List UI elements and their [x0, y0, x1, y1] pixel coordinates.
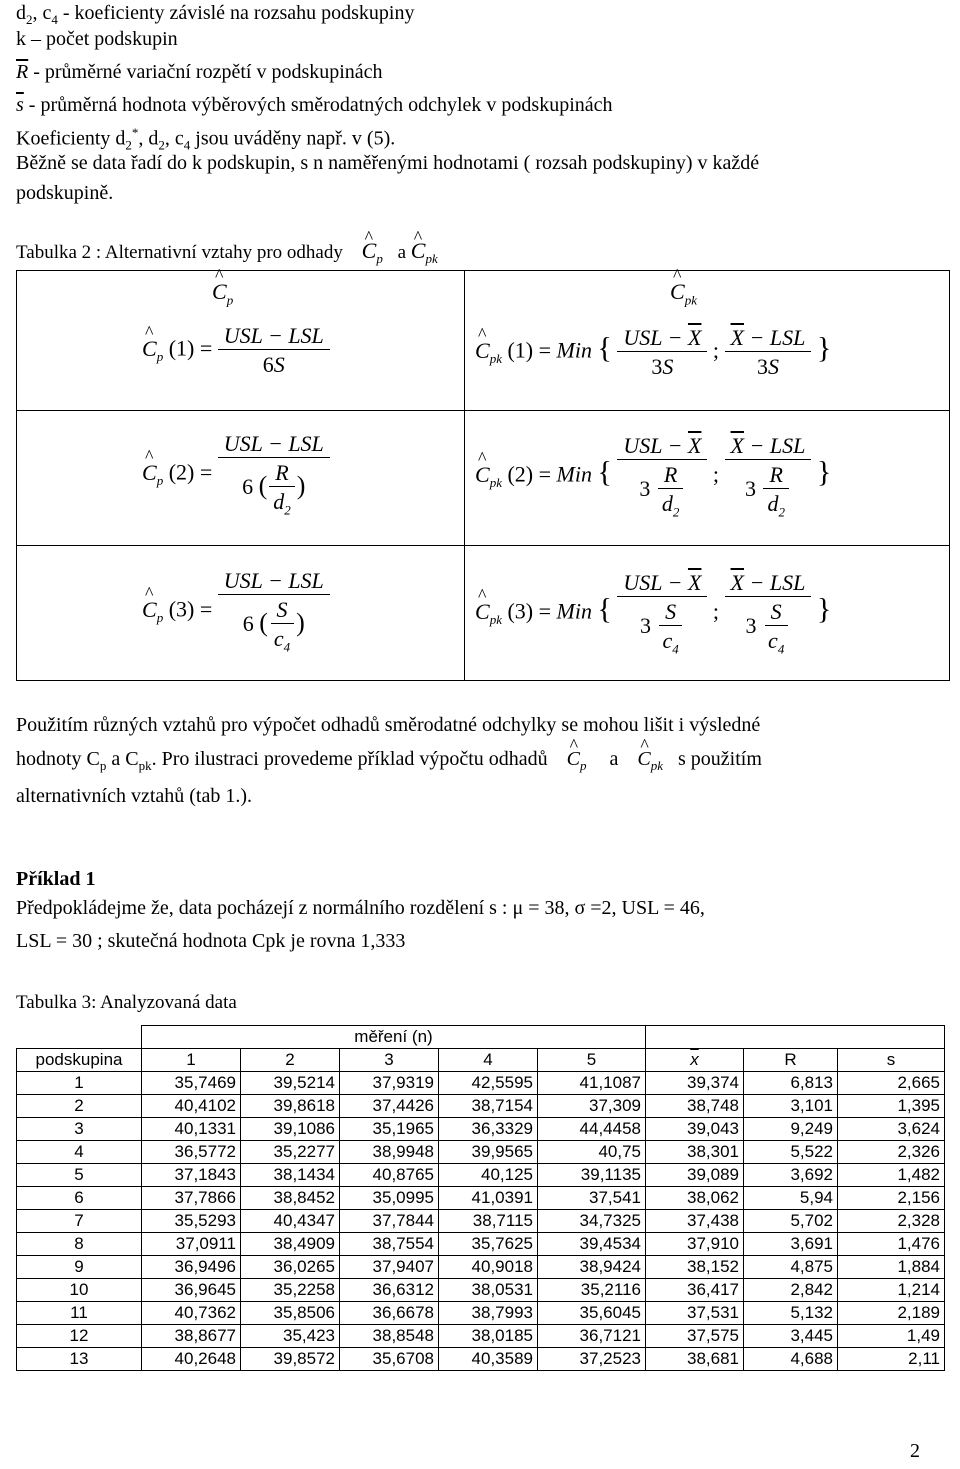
table-cell: 37,531 — [646, 1302, 744, 1325]
formula-table — [16, 270, 950, 681]
table-row — [17, 1072, 945, 1095]
cpk-formula-2-cell: ^ $C_{pk}$ (2) = Min { USL − $\overline{X}$ 3 $\frac{R}{d_2}$ ; $\overline{X}$ − LSL 3 $\frac{R}{d_2}$ } — [465, 411, 950, 546]
table-cell: 2,665 — [838, 1072, 945, 1095]
table-cell: 40,4347 — [241, 1210, 340, 1233]
table-cell: 12 — [17, 1325, 142, 1348]
table-cell: 1,49 — [838, 1325, 945, 1348]
def-line-7: podskupině. — [16, 182, 114, 204]
table-cell: 35,7469 — [142, 1072, 241, 1095]
cp-formula-2-cell: ^ $C_p$ (2) = USL − LSL 6 ( $\frac{R}{d_2}$ ) — [17, 411, 465, 546]
table-cell: 3,624 — [838, 1118, 945, 1141]
header-cell: 1 — [142, 1049, 241, 1072]
table-cell: 2,156 — [838, 1187, 945, 1210]
table-cell: 37,575 — [646, 1325, 744, 1348]
table-cell: 9,249 — [744, 1118, 838, 1141]
table-cell: 37,438 — [646, 1210, 744, 1233]
example-title: Příklad 1 — [16, 868, 96, 890]
table-cell: 6 — [17, 1187, 142, 1210]
table-cell: 35,6708 — [340, 1348, 439, 1371]
table-cell: 13 — [17, 1348, 142, 1371]
table-cell: 11 — [17, 1302, 142, 1325]
table-cell: 4,688 — [744, 1348, 838, 1371]
cpk-formula-1-cell: ^ $C_{pk}$ ^ $C_{pk}$ (1) = Min { $\frac{USL - \overline{X}}{3S}$ ; $\frac{\overline{X} - LSL}{3S}$ } — [465, 271, 950, 411]
table-cell: 35,6045 — [538, 1302, 646, 1325]
table-cell: 35,2277 — [241, 1141, 340, 1164]
table-cell: 44,4458 — [538, 1118, 646, 1141]
header-cell: 2 — [241, 1049, 340, 1072]
table-cell: 38,9424 — [538, 1256, 646, 1279]
table-cell: 41,1087 — [538, 1072, 646, 1095]
table-cell: 2,328 — [838, 1210, 945, 1233]
table-cell: 38,152 — [646, 1256, 744, 1279]
table-row — [17, 1164, 945, 1187]
table-cell: 2,11 — [838, 1348, 945, 1371]
header-row — [17, 1049, 945, 1072]
data-table — [16, 1025, 945, 1371]
table-cell: 3,445 — [744, 1325, 838, 1348]
table-cell: 39,1086 — [241, 1118, 340, 1141]
table-cell: 38,9948 — [340, 1141, 439, 1164]
table-cell: 38,7115 — [439, 1210, 538, 1233]
table-cell: 37,309 — [538, 1095, 646, 1118]
table-cell: 2,326 — [838, 1141, 945, 1164]
table-cell: 35,1965 — [340, 1118, 439, 1141]
table-cell: 37,1843 — [142, 1164, 241, 1187]
table-cell: 36,6312 — [340, 1279, 439, 1302]
table-cell: 2 — [17, 1095, 142, 1118]
table-cell: 36,6678 — [340, 1302, 439, 1325]
table-cell: 37,541 — [538, 1187, 646, 1210]
table-cell: 35,7625 — [439, 1233, 538, 1256]
table-cell: 2,842 — [744, 1279, 838, 1302]
table-cell: 40,4102 — [142, 1095, 241, 1118]
table-cell: 39,089 — [646, 1164, 744, 1187]
header-cell: $\overline{x}$ — [646, 1049, 744, 1072]
header-cell: R — [744, 1049, 838, 1072]
table-row — [17, 1302, 945, 1325]
table-cell: 41,0391 — [439, 1187, 538, 1210]
table-cell: 40,8765 — [340, 1164, 439, 1187]
table-cell: 35,0995 — [340, 1187, 439, 1210]
table-cell: 6,813 — [744, 1072, 838, 1095]
def-line-1: $d_2$, $c_4$ - koeficienty závislé na rozsahu podskupiny — [16, 2, 415, 27]
table-cell: 38,7993 — [439, 1302, 538, 1325]
table-cell: 35,2116 — [538, 1279, 646, 1302]
header-cell: s — [838, 1049, 945, 1072]
table-row — [17, 1210, 945, 1233]
table-cell: 37,2523 — [538, 1348, 646, 1371]
table-cell: 35,423 — [241, 1325, 340, 1348]
table-cell: 39,5214 — [241, 1072, 340, 1095]
table-cell: 38,062 — [646, 1187, 744, 1210]
example-line-1: Předpokládejme že, data pocházejí z normálního rozdělení s : μ = 38, σ =2, USL = 46, — [16, 897, 705, 919]
table-cell: 38,8677 — [142, 1325, 241, 1348]
table-cell: 38,748 — [646, 1095, 744, 1118]
group-header: měření (n) — [142, 1026, 646, 1049]
table-cell: 2,189 — [838, 1302, 945, 1325]
cp-formula-1-cell: ^ $C_p$ ^ $C_p$ (1) = $\frac{\text{USL − LSL}}{6S}$ — [17, 271, 465, 411]
table-cell: 40,2648 — [142, 1348, 241, 1371]
table-cell: 36,3329 — [439, 1118, 538, 1141]
table-cell: 5,522 — [744, 1141, 838, 1164]
table-cell: 36,417 — [646, 1279, 744, 1302]
def-line-2: k – počet podskupin — [16, 28, 178, 50]
table-cell: 35,2258 — [241, 1279, 340, 1302]
table-cell: 1 — [17, 1072, 142, 1095]
table-cell: 7 — [17, 1210, 142, 1233]
table-cell: 40,9018 — [439, 1256, 538, 1279]
table-cell: 35,5293 — [142, 1210, 241, 1233]
table-cell: 3,692 — [744, 1164, 838, 1187]
table-cell: 36,0265 — [241, 1256, 340, 1279]
table-cell: 1,395 — [838, 1095, 945, 1118]
s-bar-symbol: $\overline{s}$ — [16, 94, 24, 116]
def-line-6: Běžně se data řadí do k podskupin, s n naměřenými hodnotami ( rozsah podskupiny) v každé — [16, 152, 760, 174]
table-cell: 40,75 — [538, 1141, 646, 1164]
table-cell: 37,9407 — [340, 1256, 439, 1279]
table-row — [17, 1233, 945, 1256]
table-cell: 38,0531 — [439, 1279, 538, 1302]
table-cell: 39,1135 — [538, 1164, 646, 1187]
table-cell: 10 — [17, 1279, 142, 1302]
table-cell: 38,0185 — [439, 1325, 538, 1348]
table-cell: 35,8506 — [241, 1302, 340, 1325]
table-cell: 37,910 — [646, 1233, 744, 1256]
table-row — [17, 1095, 945, 1118]
cp-formula-3-cell: ^ $C_p$ (3) = USL − LSL 6 ( $\frac{S}{c_4}$ ) — [17, 546, 465, 681]
table-cell: 38,1434 — [241, 1164, 340, 1187]
table-cell: 38,8548 — [340, 1325, 439, 1348]
cpk-formula-3-cell: ^ $C_{pk}$ (3) = Min { USL − $\overline{X}$ 3 $\frac{S}{c_4}$ ; $\overline{X}$ − LSL 3 $\frac{S}{c_4}$ } — [465, 546, 950, 681]
table-cell: 39,043 — [646, 1118, 744, 1141]
table-cell: 37,9319 — [340, 1072, 439, 1095]
header-cell: 4 — [439, 1049, 538, 1072]
table-cell: 3 — [17, 1118, 142, 1141]
para-line-3: alternativních vztahů (tab 1.). — [16, 785, 253, 807]
header-cell: podskupina — [17, 1049, 142, 1072]
table-cell: 9 — [17, 1256, 142, 1279]
page-number: 2 — [910, 1440, 920, 1462]
table-cell: 39,4534 — [538, 1233, 646, 1256]
table-cell: 34,7325 — [538, 1210, 646, 1233]
table-cell: 39,8618 — [241, 1095, 340, 1118]
example-line-2: LSL = 30 ; skutečná hodnota Cpk je rovna 1,333 — [16, 930, 406, 952]
table-row — [17, 1279, 945, 1302]
table-cell: 42,5595 — [439, 1072, 538, 1095]
table-cell: 36,5772 — [142, 1141, 241, 1164]
table3-caption: Tabulka 3: Analyzovaná data — [16, 992, 237, 1013]
table-cell: 4,875 — [744, 1256, 838, 1279]
table2-caption: Tabulka 2 : Alternativní vztahy pro odhady ^ $C_p$ a ^ $C_{pk}$ — [16, 238, 438, 272]
table-cell: 40,1331 — [142, 1118, 241, 1141]
table-cell: 37,4426 — [340, 1095, 439, 1118]
r-bar-symbol: $\overline{R}$ — [16, 61, 29, 83]
table-cell: 5 — [17, 1164, 142, 1187]
table-cell: 39,8572 — [241, 1348, 340, 1371]
table-cell: 37,0911 — [142, 1233, 241, 1256]
table-row — [17, 1348, 945, 1371]
table-cell: 1,482 — [838, 1164, 945, 1187]
table-cell: 40,3589 — [439, 1348, 538, 1371]
table-row — [17, 1118, 945, 1141]
table-cell: 3,101 — [744, 1095, 838, 1118]
para-line-1: Použitím různých vztahů pro výpočet odhadů směrodatné odchylky se mohou lišit i výsledné — [16, 714, 761, 736]
def-line-5: Koeficienty $d_2^*$, $d_2$, $c_4$ jsou uváděny např. v (5). — [16, 125, 396, 153]
table-row — [17, 1141, 945, 1164]
para-line-2: hodnoty $C_p$ a $C_{pk}$. Pro ilustraci provedeme příklad výpočtu odhadů ^ $C_p$ a ^ $C_{pk}$ s použitím — [16, 746, 762, 779]
table-cell: 39,374 — [646, 1072, 744, 1095]
table-row — [17, 1325, 945, 1348]
header-cell: 5 — [538, 1049, 646, 1072]
table-cell: 8 — [17, 1233, 142, 1256]
table-cell: 5,702 — [744, 1210, 838, 1233]
def-line-4: $\overline{s}$ - průměrná hodnota výběrových směrodatných odchylek v podskupinách — [16, 94, 613, 116]
table-cell: 1,214 — [838, 1279, 945, 1302]
def-line-3: $\overline{R}$ - průměrné variační rozpětí v podskupinách — [16, 61, 383, 83]
table-cell: 1,884 — [838, 1256, 945, 1279]
table-cell: 38,8452 — [241, 1187, 340, 1210]
table-row — [17, 1256, 945, 1279]
table-cell: 38,7554 — [340, 1233, 439, 1256]
table-cell: 4 — [17, 1141, 142, 1164]
table-cell: 38,4909 — [241, 1233, 340, 1256]
table-cell: 38,7154 — [439, 1095, 538, 1118]
table-cell: 5,94 — [744, 1187, 838, 1210]
table-cell: 38,681 — [646, 1348, 744, 1371]
table-cell: 37,7866 — [142, 1187, 241, 1210]
table-cell: 40,7362 — [142, 1302, 241, 1325]
table-cell: 5,132 — [744, 1302, 838, 1325]
table-cell: 39,9565 — [439, 1141, 538, 1164]
table-cell: 3,691 — [744, 1233, 838, 1256]
table-cell: 37,7844 — [340, 1210, 439, 1233]
table-cell: 40,125 — [439, 1164, 538, 1187]
table-cell: 36,9645 — [142, 1279, 241, 1302]
table-cell: 38,301 — [646, 1141, 744, 1164]
table-cell: 36,7121 — [538, 1325, 646, 1348]
header-cell: 3 — [340, 1049, 439, 1072]
table-row — [17, 1187, 945, 1210]
table-cell: 1,476 — [838, 1233, 945, 1256]
table-cell: 36,9496 — [142, 1256, 241, 1279]
